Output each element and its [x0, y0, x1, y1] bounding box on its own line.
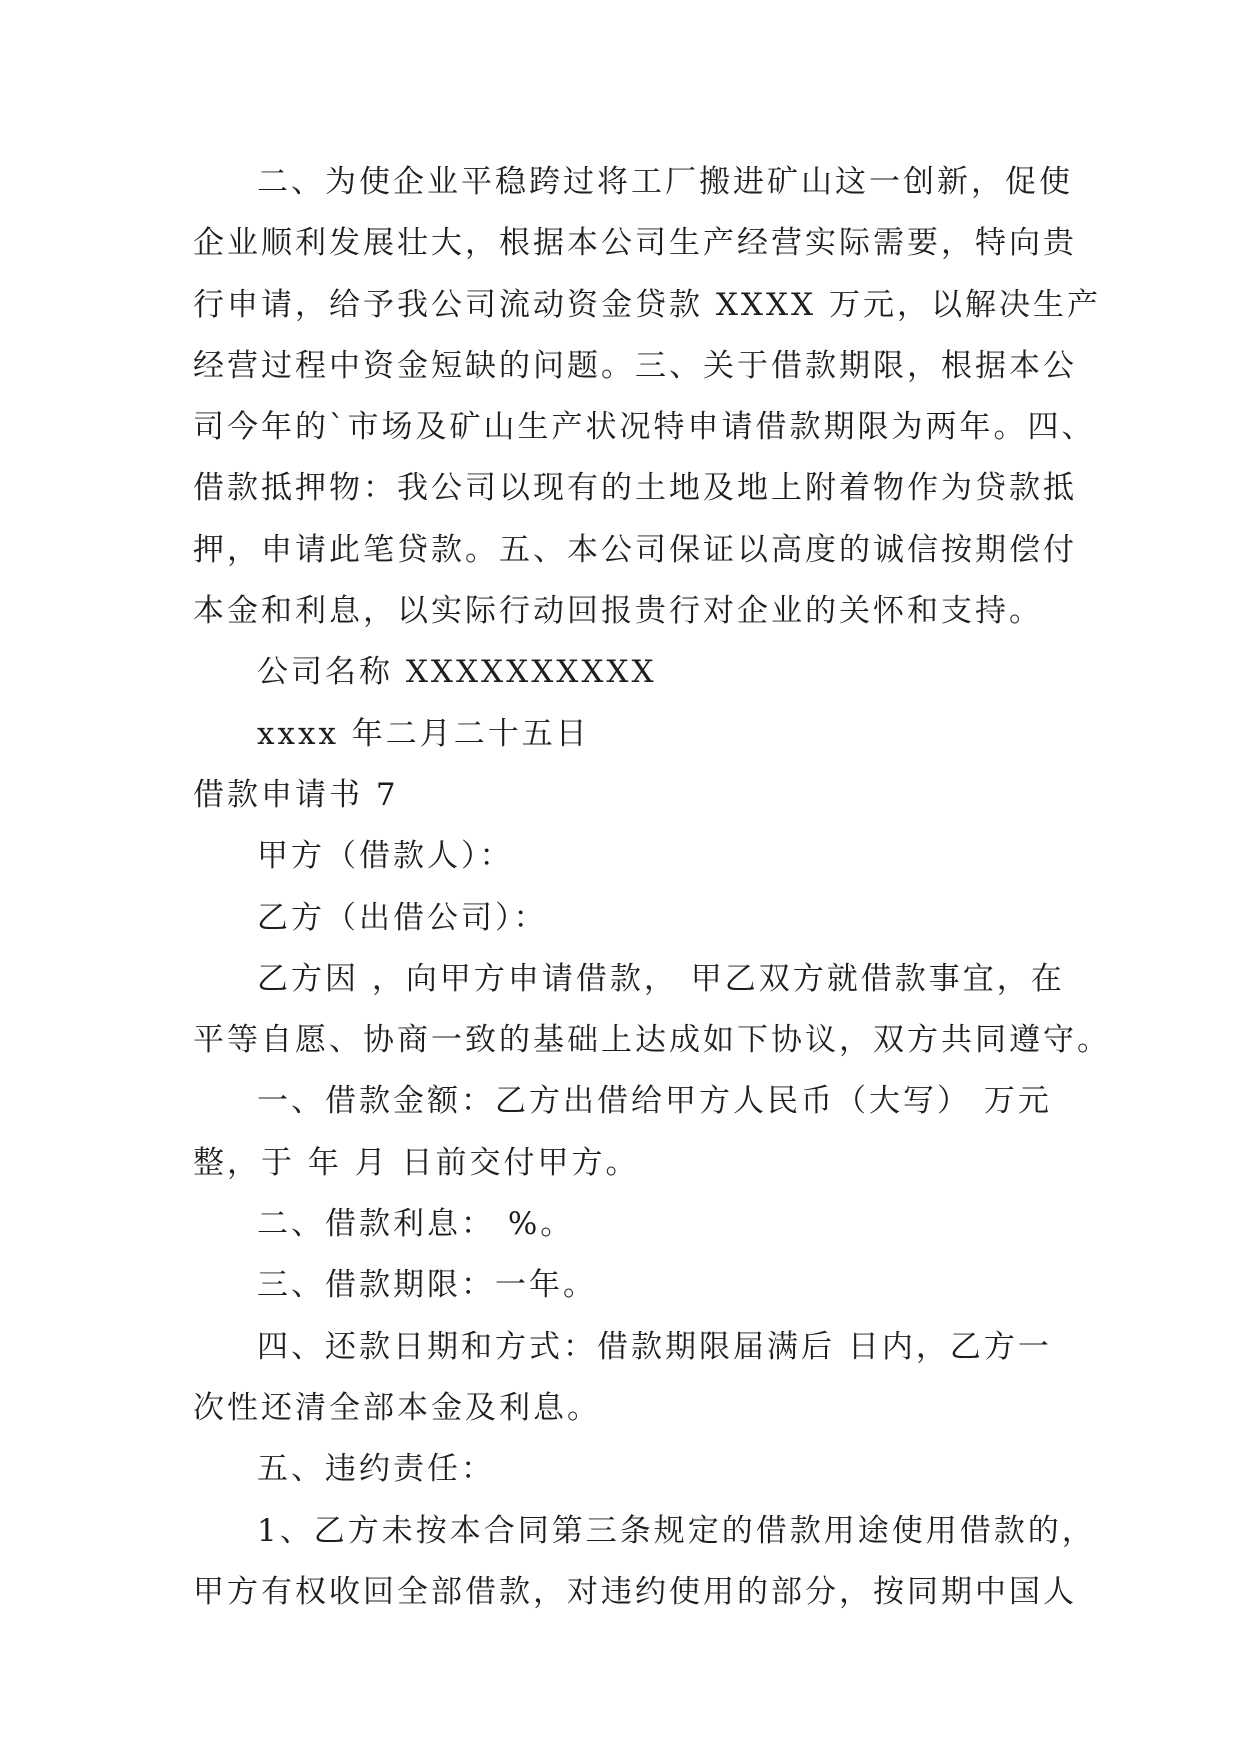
- text-line: 行申请，给予我公司流动资金贷款 XXXX 万元，以解决生产: [193, 286, 1101, 323]
- text-line: 乙方因 ，向甲方申请借款， 甲乙双方就借款事宜，在: [257, 960, 1065, 997]
- clause-line: 五、违约责任：: [257, 1451, 495, 1488]
- party-a-line: 甲方（借款人）：: [257, 838, 514, 875]
- text-line: 经营过程中资金短缺的问题。三、关于借款期限，根据本公: [193, 347, 1077, 384]
- clause-line: 四、还款日期和方式：借款期限届满后 日内，乙方一: [257, 1328, 1052, 1365]
- party-b-line: 乙方（出借公司）：: [257, 899, 548, 936]
- date-line: xxxx 年二月二十五日: [257, 715, 590, 752]
- text-line: 整，于 年 月 日前交付甲方。: [193, 1144, 640, 1181]
- company-name-line: 公司名称 XXXXXXXXXX: [257, 654, 657, 691]
- clause-line: 1、乙方未按本合同第三条规定的借款用途使用借款的，: [257, 1512, 1096, 1549]
- text-line: 平等自愿、协商一致的基础上达成如下协议，双方共同遵守。: [193, 1022, 1111, 1059]
- clause-line: 三、借款期限：一年。: [257, 1267, 597, 1304]
- text-line: 押，申请此笔贷款。五、本公司保证以高度的诚信按期偿付: [193, 531, 1077, 568]
- section-title: 借款申请书 7: [193, 776, 399, 813]
- text-line: 本金和利息，以实际行动回报贵行对企业的关怀和支持。: [193, 593, 1043, 630]
- clause-line: 二、借款利息： %。: [257, 1206, 575, 1243]
- clause-line: 一、借款金额：乙方出借给甲方人民币（大写） 万元: [257, 1083, 1052, 1120]
- document-body: [193, 152, 1111, 1623]
- text-line: 次性还清全部本金及利息。: [193, 1389, 601, 1426]
- text-line: 二、为使企业平稳跨过将工厂搬进矿山这一创新，促使: [257, 164, 1073, 200]
- text-line: 借款抵押物：我公司以现有的土地及地上附着物作为贷款抵: [193, 470, 1077, 507]
- text-line: 司今年的`市场及矿山生产状况特申请借款期限为两年。四、: [193, 409, 1096, 446]
- text-line: 甲方有权收回全部借款，对违约使用的部分，按同期中国人: [193, 1573, 1077, 1610]
- text-line: 企业顺利发展壮大，根据本公司生产经营实际需要，特向贵: [193, 225, 1077, 262]
